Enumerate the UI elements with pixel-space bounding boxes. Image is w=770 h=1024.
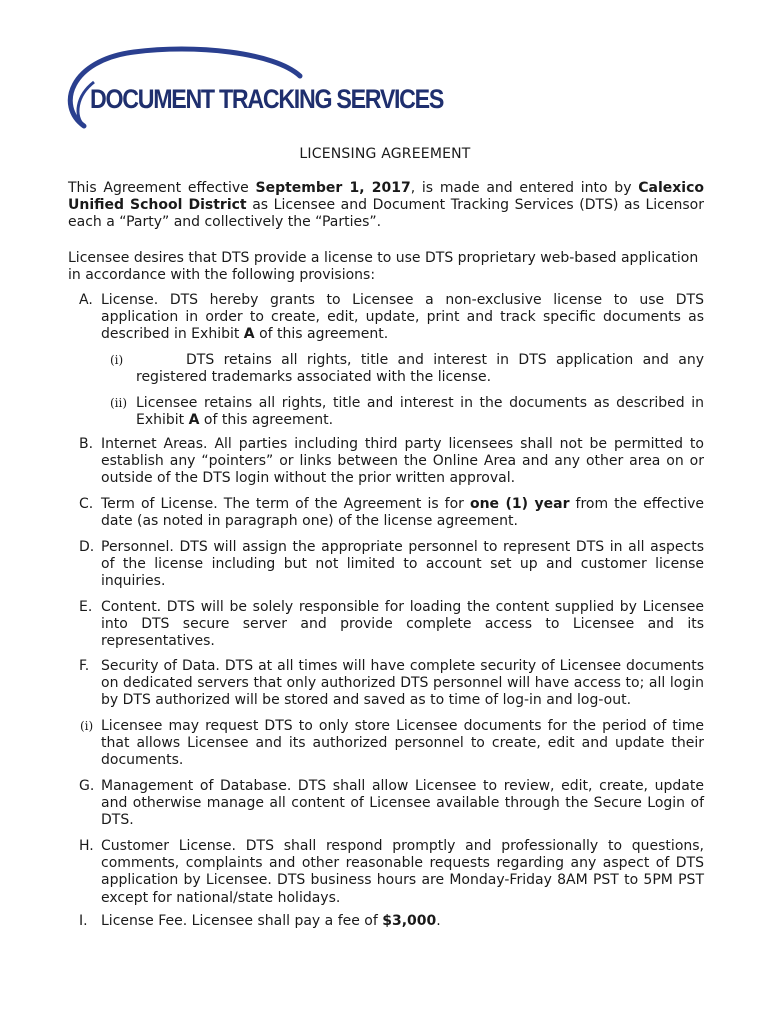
provision-f-i: (i) Licensee may request DTS to only store Licensee documents for the period of time that allows Licensee and its authorized personnel to create, edit and update their documents. [80,718,704,769]
effective-date: September 1, 2017 [255,180,411,196]
provision-marker: C. [79,496,94,512]
sub-marker: (i) [110,353,124,367]
provision-g: G. Management of Database. DTS shall allow Licensee to review, edit, create, update and otherwise manage all content of Licensee available through the Secure Login of DTS. [79,778,704,829]
provision-c: C. Term of License. The term of the Agreement is for one (1) year from the effective date (as noted in paragraph one) of the license agreement. [79,496,704,530]
provision-a: A. License. DTS hereby grants to Licensee a non-exclusive license to use DTS application in order to create, edit, update, print and track specific documents as described in Exhibit A of this agreement. [79,292,704,343]
provision-f: F. Security of Data. DTS at all times will have complete security of Licensee documents on dedicated servers that only authorized DTS personnel will have access to; all login by DTS authorized will be stored and saved as to time of log-in and log-out. [79,658,704,709]
provision-a-ii: (ii) Licensee retains all rights, title and interest in the documents as described in Exhibit A of this agreement. [110,395,704,429]
document-title: LICENSING AGREEMENT [299,146,471,162]
provision-marker: D. [79,539,95,555]
company-logo [64,46,444,134]
license-fee: $3,000 [382,913,437,929]
provision-marker: G. [79,778,95,794]
provision-marker: F. [79,658,90,674]
provision-h: H. Customer License. DTS shall respond promptly and professionally to questions, comments, complaints and other reasonable requests regarding any aspect of DTS application by Licensee. DTS business hours are Monday-Friday 8AM PST to 5PM PST except for national/state holidays. [79,838,704,906]
licensee-name: Calexico Unified School District [68,180,705,214]
desire-paragraph: Licensee desires that DTS provide a license to use DTS proprietary web-based application in accordance with the following provisions: [68,250,699,284]
logo-text: DOCUMENT TRACKING SERVICES [90,84,444,114]
provision-i: I. License Fee. Licensee shall pay a fee of $3,000. [79,913,441,929]
provision-marker: A. [79,292,93,308]
provision-b: B. Internet Areas. All parties including third party licensees shall not be permitted to establish any “pointers” or links between the Online Area and any other area on or outside of the DTS login without the prior written approval. [79,436,704,487]
intro-paragraph: This Agreement effective September 1, 2017, is made and entered into by Calexico Unified School District as Licensee and Document Tracking Services (DTS) as Licensor each a “Party” and collectively the “Parties”. [68,180,705,231]
provision-marker: I. [79,913,88,929]
provision-d: D. Personnel. DTS will assign the appropriate personnel to represent DTS in all aspects of the license including but not limited to account set up and customer license inquiries. [79,539,704,590]
sub-marker: (ii) [110,396,128,410]
provision-e: E. Content. DTS will be solely responsible for loading the content supplied by Licensee into DTS secure server and provide complete access to Licensee and its representatives. [79,599,704,650]
provision-marker: E. [79,599,93,615]
provision-marker: B. [79,436,94,452]
sub-marker: (i) [80,719,94,733]
provision-marker: H. [79,838,94,854]
provision-a-i: (i) DTS retains all rights, title and interest in DTS application and any registered trademarks associated with the license. [110,352,704,386]
